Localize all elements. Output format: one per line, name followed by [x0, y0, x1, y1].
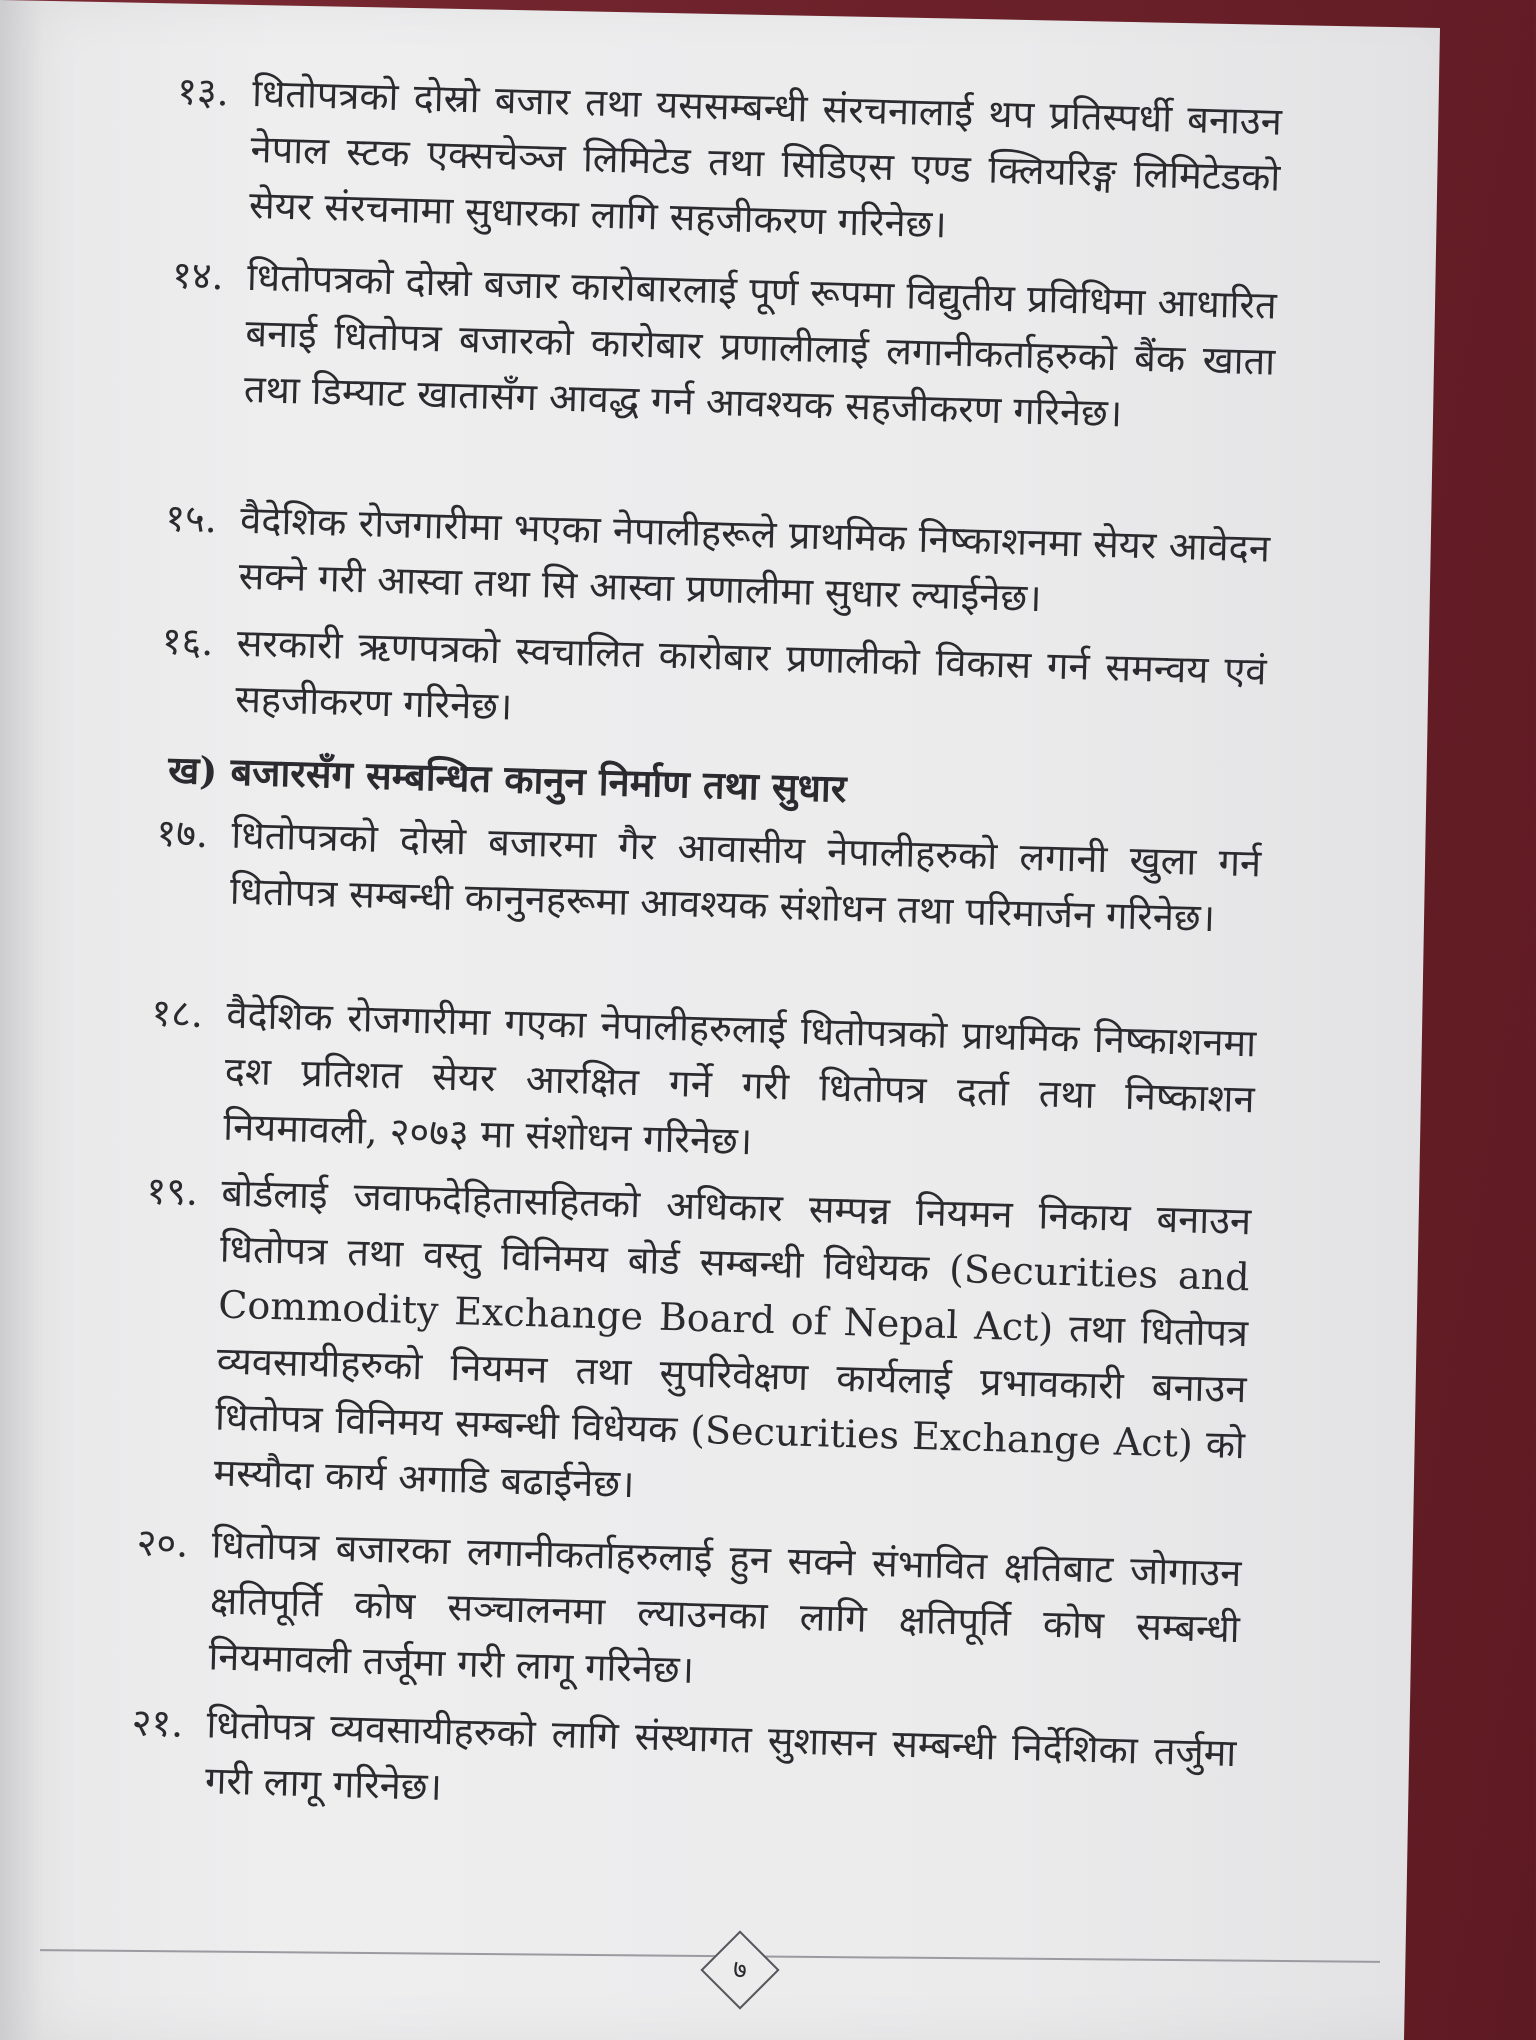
list-item-21	[131, 1696, 1237, 1837]
item-number: १६.	[161, 618, 215, 665]
list-item-17	[155, 807, 1262, 948]
item-number: १५.	[164, 495, 218, 542]
item-text: वैदेशिक रोजगारीमा भएका नेपालीहरूले प्राथमिक निष्काशनमा सेयर आवेदन सक्ने गरी आस्वा तथा सि आस्वा प्रणालीमा सुधार ल्याईनेछ।	[238, 497, 1271, 621]
list-item-20	[136, 1516, 1242, 1713]
item-text: धितोपत्र बजारका लगानीकर्ताहरुलाई हुन सक्ने संभावित क्षतिबाट जोगाउन क्षतिपूर्ति कोष सञ्चालनमा ल्याउनका लागि क्षतिपूर्ति कोष सम्बन्धी नियमावली तर्जूमा गरी लागू गरिनेछ।	[207, 1522, 1242, 1692]
item-number: १३.	[176, 68, 230, 115]
item-text: सरकारी ऋणपत्रको स्वचालित कारोबार प्रणालीको विकास गर्न समन्वय एवं सहजीकरण गरिनेछ।	[234, 620, 1268, 729]
item-text: धितोपत्रको दोस्रो बजारमा गैर आवासीय नेपालीहरुको लगानी खुला गर्न धितोपत्र सम्बन्धी कानुनहरूमा आवश्यक संशोधन तथा परिमार्जन गरिनेछ।	[229, 812, 1262, 941]
item-text: धितोपत्रको दोस्रो बजार कारोबारलाई पूर्ण रूपमा विद्युतीय प्रविधिमा आधारित बनाई धितोपत्र बजारको कारोबार प्रणालीलाई लगानीकर्ताहरुको बैंक खाता तथा डिम्याट खातासँग आवद्ध गर्न आवश्यक सहजीकरण गरिनेछ।	[243, 254, 1278, 436]
list-item-18	[150, 987, 1257, 1184]
item-number: २०.	[136, 1520, 189, 1566]
list-item-14	[171, 249, 1278, 446]
list-item-19	[145, 1165, 1252, 1530]
list-item-16	[161, 615, 1268, 756]
item-number: १९.	[145, 1168, 199, 1214]
item-number: १४.	[171, 252, 225, 299]
section-heading: ख) बजारसँग सम्बन्धित कानुन निर्माण तथा सुधार	[167, 746, 848, 811]
item-text: धितोपत्र व्यवसायीहरुको लागि संस्थागत सुशासन सम्बन्धी निर्देशिका तर्जुमा गरी लागू गरिनेछ।	[204, 1702, 1237, 1809]
item-text: वैदेशिक रोजगारीमा गएका नेपालीहरुलाई धितोपत्रको प्राथमिक निष्काशनमा दश प्रतिशत सेयर आरक्षित गर्ने गरी धितोपत्र दर्ता तथा निष्काशन नियमावली, २०७३ मा संशोधन गरिनेछ।	[222, 992, 1257, 1164]
item-number: १८.	[150, 990, 204, 1036]
item-number: २१.	[131, 1700, 184, 1746]
item-text: धितोपत्रको दोस्रो बजार तथा यससम्बन्धी संरचनालाई थप प्रतिस्पर्धी बनाउन नेपाल स्टक एक्सचेञ्ज लिमिटेड तथा सिडिएस एण्ड क्लियरिङ्ग लिमिटेडको सेयर संरचनामा सुधारका लागि सहजीकरण गरिनेछ।	[248, 70, 1283, 247]
list-item-15	[164, 492, 1271, 633]
list-item-13	[176, 65, 1283, 262]
item-number: १७.	[155, 810, 209, 857]
item-text: बोर्डलाई जवाफदेहितासहितको अधिकार सम्पन्न नियमन निकाय बनाउन धितोपत्र तथा वस्तु विनिमय बोर्ड सम्बन्धी विधेयक (Securities and Commodity Exchange Board of Nepal Act) तथा धितोपत्र व्यवसायीहरुको नियमन तथा सुपरिवेक्षण कार्यलाई प्रभावकारी बनाउन धितोपत्र विनिमय सम्बन्धी विधेयक (Securities Exchange Act) को मस्यौदा कार्य अगाडि बढाईनेछ।	[213, 1170, 1252, 1507]
page-number: ७	[733, 1955, 747, 1985]
